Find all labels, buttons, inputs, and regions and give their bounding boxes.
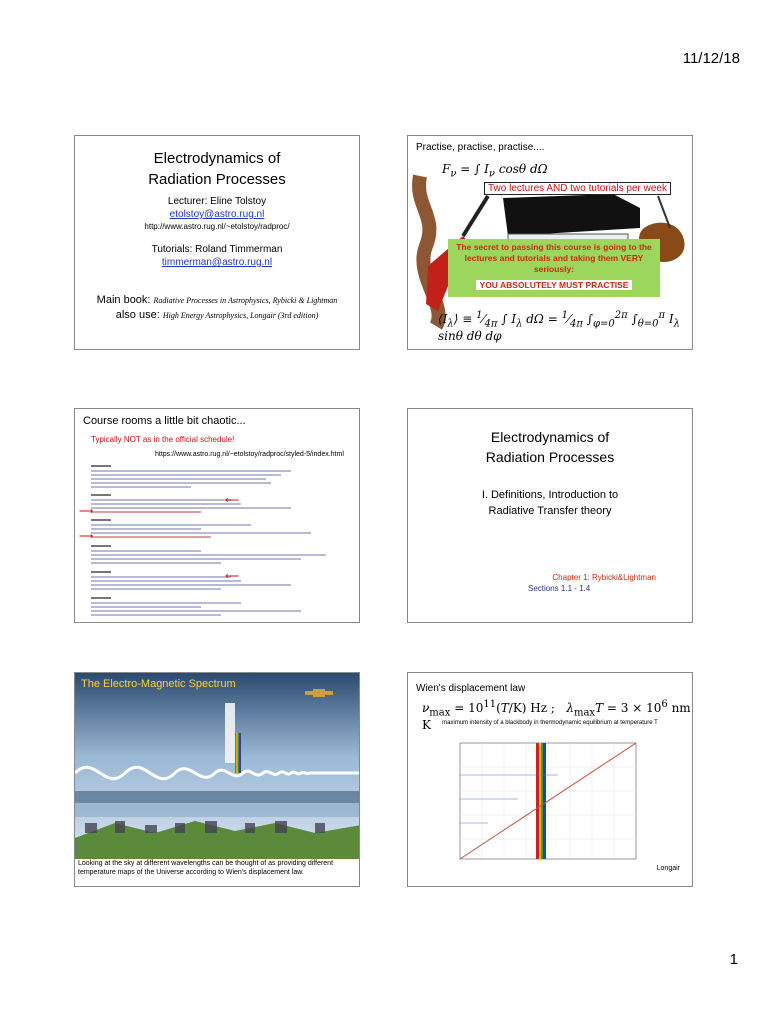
slide-title — [74, 135, 360, 350]
must-practise-text: YOU ABSOLUTELY MUST PRACTISE — [476, 280, 633, 290]
schedule-listing — [75, 461, 360, 621]
arrow-left-icon: ⟵ — [225, 571, 240, 582]
spectrum-caption: Looking at the sky at different wavelengths can be thought of as providing different temperature maps of the Universe according to Wien's displacement law. — [78, 860, 334, 876]
em-spectrum-illustration — [75, 673, 360, 859]
slide-chapter-title — [407, 408, 693, 623]
main-book-line: Main book: Radiative Processes in Astrophysics, Rybicki & Lightman — [96, 294, 338, 306]
schedule-url[interactable]: https://www.astro.rug.nl/~etolstoy/radproc/styled-5/index.html — [155, 451, 344, 458]
chapter-subtitle: I. Definitions, Introduction to Radiative Transfer theory — [481, 489, 619, 517]
rooms-heading: Course rooms a little bit chaotic... — [83, 415, 246, 427]
spectrum-title: The Electro-Magnetic Spectrum — [81, 678, 236, 690]
arrow-right-icon: ⟶ — [79, 531, 94, 542]
wien-credit: Longair — [656, 865, 680, 872]
tutorials-text: Tutorials: Roland Timmerman — [151, 244, 283, 255]
wien-heading: Wien's displacement law — [416, 683, 526, 694]
wien-equation: $\nu_{max} = 10^{11}(T/K)$ Hz ; $\lambda_{max}T = 3 \times 10^6$ nm K — [422, 699, 691, 733]
lecturer-text: Lecturer: Eline Tolstoy — [167, 196, 267, 207]
chapter-reference: Chapter 1: Rybicki&Lightman — [552, 573, 656, 582]
slide-wien-law — [407, 672, 693, 887]
also-use-line: also use: High Energy Astrophysics, Longair (3rd edition) — [115, 309, 319, 321]
chapter-title: Electrodynamics of Radiation Processes — [485, 429, 615, 465]
secret-box — [448, 239, 660, 297]
lectures-highlight: Two lectures AND two tutorials per week — [484, 182, 671, 195]
arrow-left-icon: ⟵ — [225, 495, 240, 506]
tutor-email-link[interactable]: timmerman@astro.rug.nl — [161, 257, 273, 268]
lecturer-email-link[interactable]: etolstoy@astro.rug.nl — [169, 209, 265, 220]
slide-em-spectrum — [74, 672, 360, 887]
title-line-1: Electrodynamics of — [153, 150, 281, 167]
flux-equation: $F_\nu$ = ∫ $I_\nu$ cosθ dΩ — [442, 162, 548, 180]
schedule-warning: Typically NOT as in the official schedule! — [91, 435, 235, 444]
arrow-right-icon: ⟶ — [79, 506, 94, 517]
mean-intensity-equation: $⟨I_\lambda⟩$ ≡ $^1⁄_{4\pi}$ ∫ $I_\lambda$ $d\Omega = ^1⁄_{4\pi}$ $\int_{\varphi=0}^{2\pi}$ $\int_{\theta=0}^\pi$ $I_\lambda$ sinθ dθ dφ — [438, 310, 680, 344]
sections-reference: Sections 1.1 - 1.4 — [528, 584, 591, 593]
slide-practise — [407, 135, 693, 350]
wien-note: maximum intensity of a blackbody in thermodynamic equilibrium at temperature T — [442, 720, 658, 726]
slide-course-rooms — [74, 408, 360, 623]
practise-heading: Practise, practise, practise.... — [416, 142, 545, 153]
wien-plot — [408, 673, 693, 887]
page-date: 11/12/18 — [682, 50, 740, 67]
title-line-2: Radiation Processes — [148, 171, 286, 188]
page-number: 1 — [729, 951, 738, 968]
slide-title-heading — [75, 148, 359, 190]
secret-text: The secret to passing this course is going to the lectures and tutorials and taking them VERY seriously: — [456, 242, 652, 274]
course-url[interactable]: http://www.astro.rug.nl/~etolstoy/radproc/ — [144, 222, 290, 231]
